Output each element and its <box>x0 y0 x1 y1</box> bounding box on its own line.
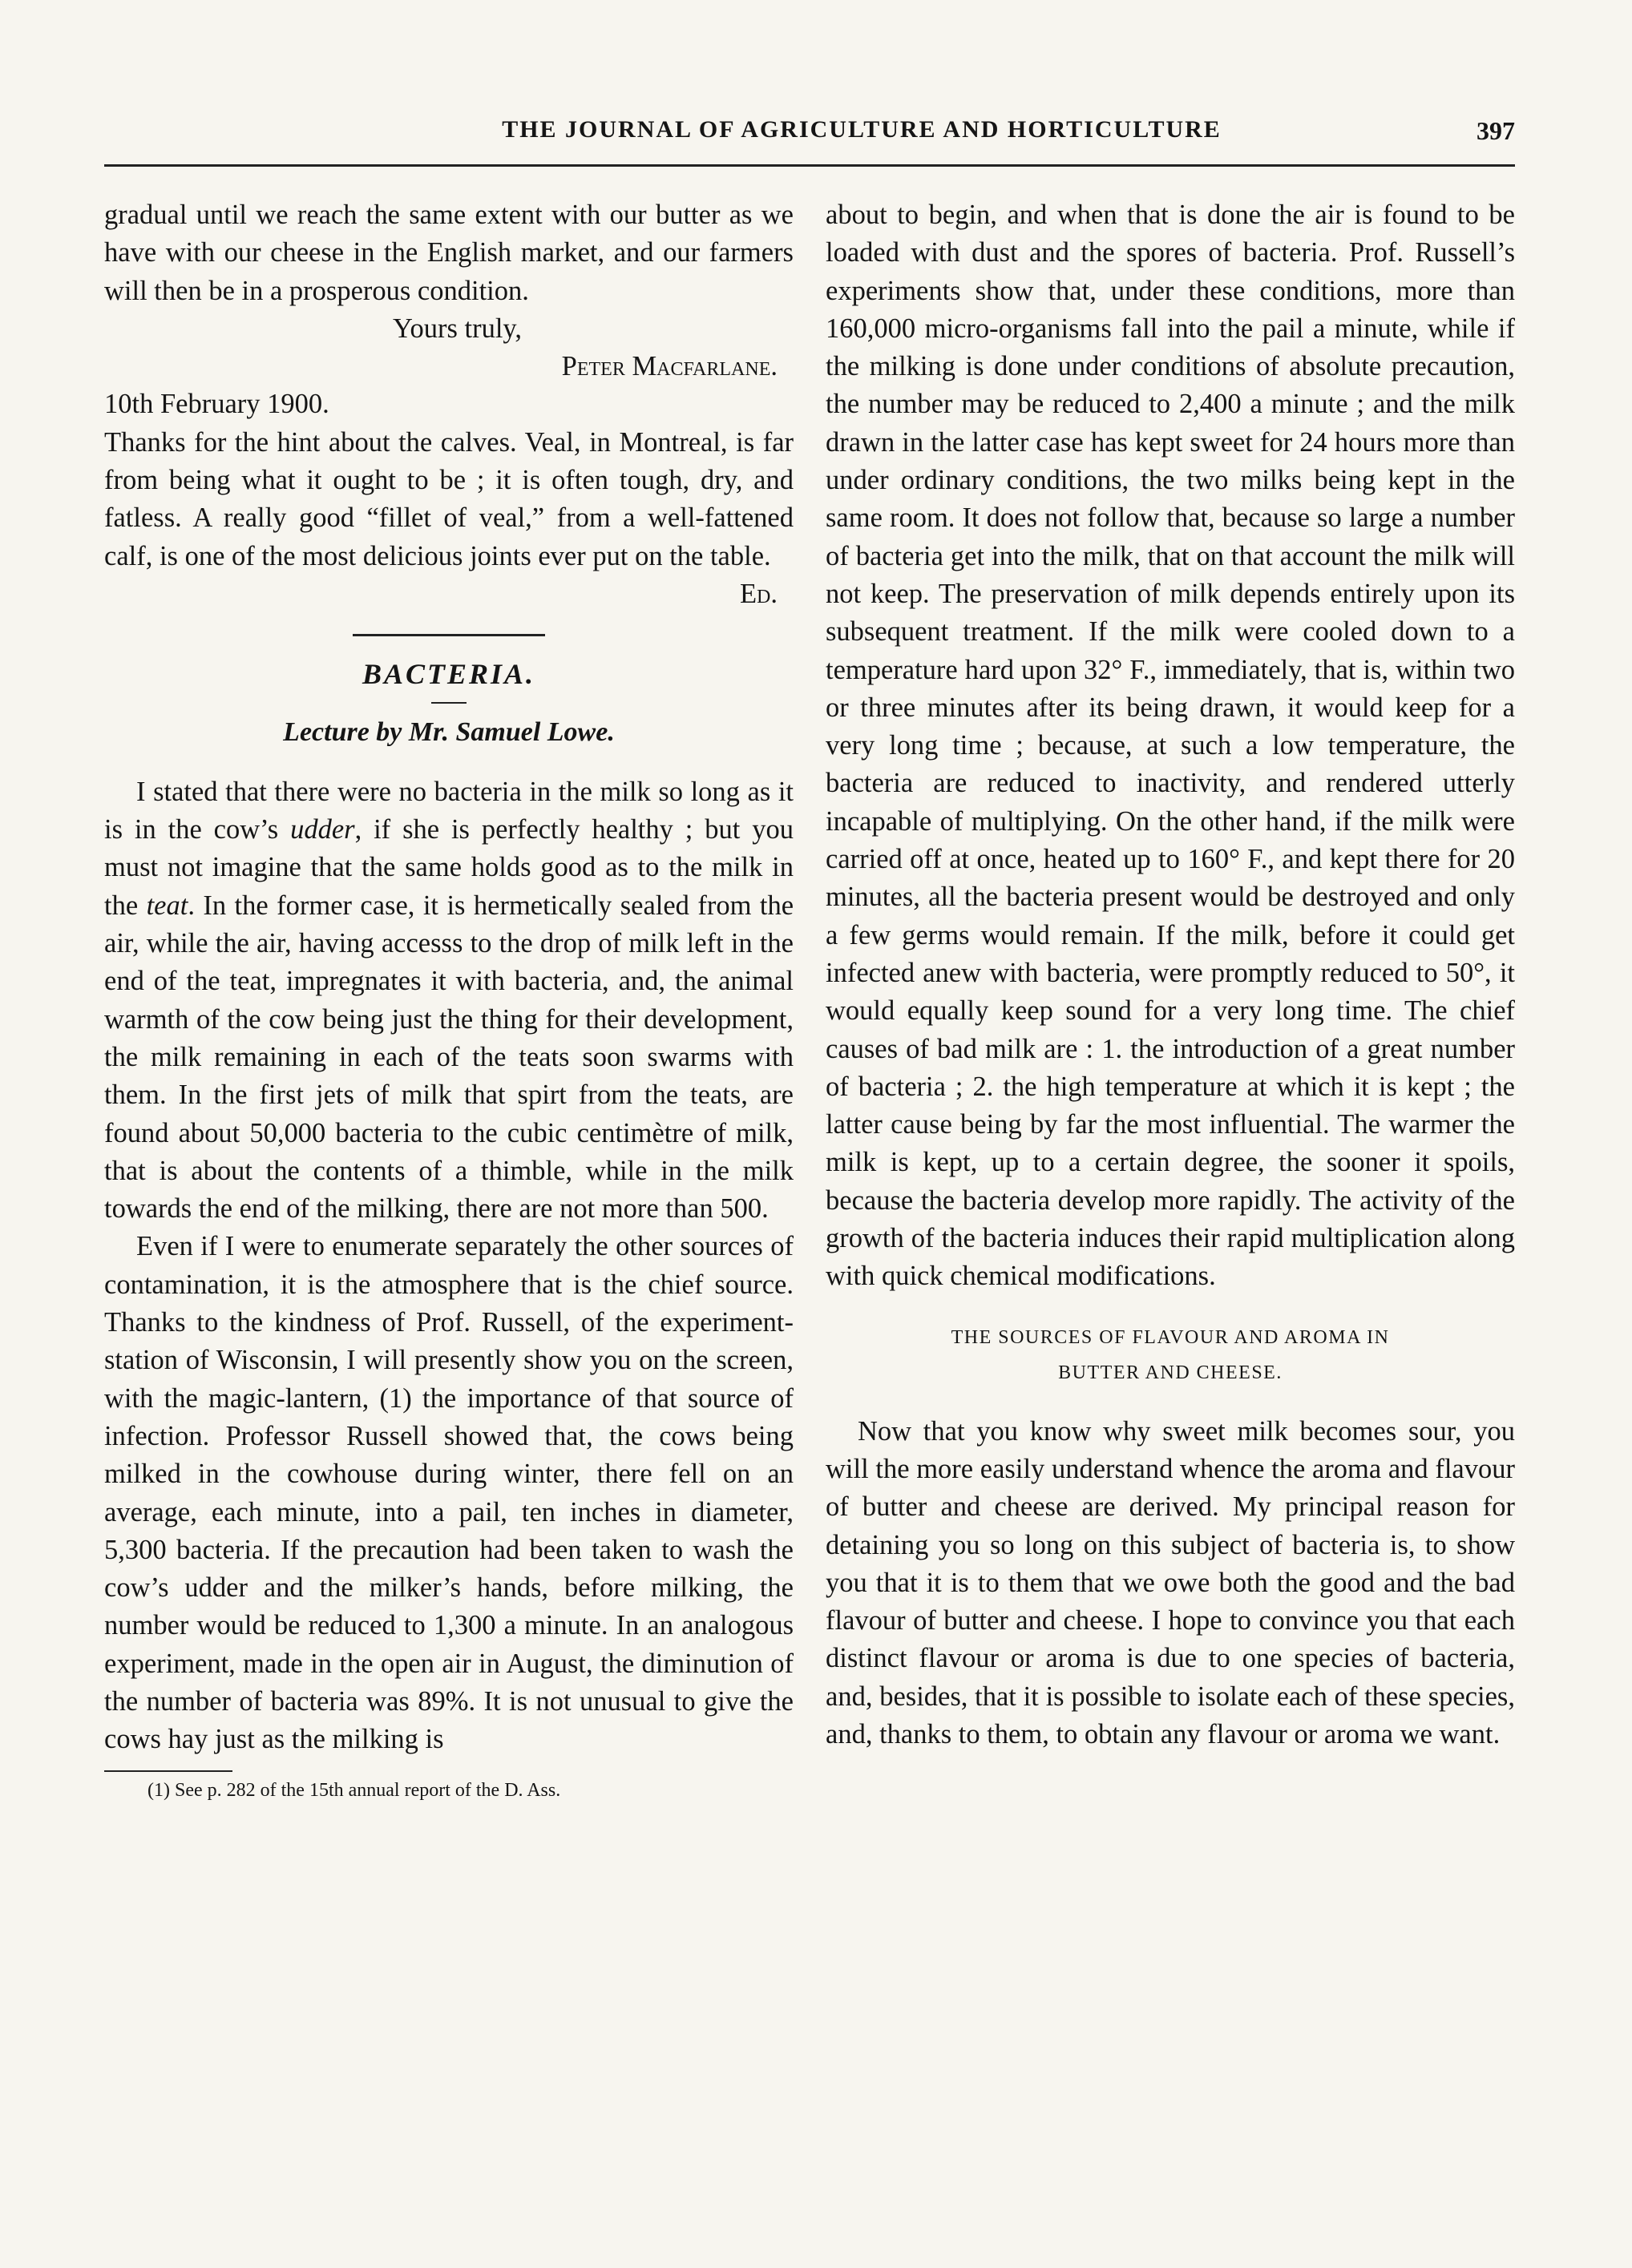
running-title: THE JOURNAL OF AGRICULTURE AND HORTICULTURE <box>502 116 1222 143</box>
title-rule <box>431 702 467 704</box>
subsection-heading-line: THE SOURCES OF FLAVOUR AND AROMA IN <box>951 1326 1390 1348</box>
editor-initials: Ed. <box>739 578 778 609</box>
editor-note: Thanks for the hint about the calves. Veal, in Montreal, is far from being what it ought to be ; it is often tough, dry, and fatless. A really good “fillet of veal,” from a well-fattened calf, is one of the most delicious joints ever put on the table. <box>104 426 794 571</box>
footnote-rule <box>104 1770 232 1772</box>
right-column <box>826 196 1515 1753</box>
page-header <box>104 116 1515 164</box>
left-column <box>104 196 794 1804</box>
letter-end-paragraph: gradual until we reach the same extent with our butter as we have with our cheese in the English market, and our farmers will then be in a prosperous condition. <box>104 200 794 306</box>
letter-closing: Yours truly, <box>393 313 523 344</box>
section-title: BACTERIA. <box>362 658 536 691</box>
body-paragraph: about to begin, and when that is done the air is found to be loaded with dust and the spores of bacteria. Prof. Russell’s experiments show that, under these conditions, more than 160,000 micro-organisms fall into the pail a minute, while if the milking is done under conditions of absolute precaution, the number may be reduced to 2,400 a minute ; and the milk drawn in the latter case has kept sweet for 24 hours more than under ordinary conditions, the two milks being kept in the same room. It does not follow that, because so large a number of bacteria get into the milk, that on that account the milk will not keep. The preservation of milk depends entirely upon its subsequent treatment. If the milk were cooled down to a temperature hard upon 32° F., immediately, that is, within two or three minutes after its being drawn, it would keep for a very long time ; because, at such a low temperature, the bacteria are reduced to inactivity, and rendered utterly incapable of multiplying. On the other hand, if the milk were carried off at once, heated up to 160° F., and kept there for 20 minutes, all the bacteria present would be destroyed and only a few germs would remain. If the milk, before it could get infected anew with bacteria, were promptly reduced to 50°, it would equally keep sound for a very long time. The chief causes of bad milk are : 1. the introduction of a great number of bacteria ; 2. the high temperature at which it is kept ; the latter cause being by far the most influential. The warmer the milk is kept, up to a certain degree, the sooner it spoils, because the bacteria develop more rapidly. The activity of the growth of the bacteria induces their rapid multiplication along with quick chemical modifications. <box>826 200 1515 1292</box>
letter-signature: Peter Macfarlane. <box>561 351 778 382</box>
body-paragraph: Even if I were to enumerate separately the other sources of contamination, it is the atmosphere that is the chief source. Thanks to the kindness of Prof. Russell, of the experiment-station of Wisconsin, I will presently show you on the screen, with the magic-lantern, (1) the importance of that source of infection. Professor Russell showed that, the cows being milked in the cowhouse during winter, there fell on an average, each minute, into a pail, ten inches in diameter, 5,300 bacteria. If the precaution had been taken to wash the cow’s udder and the milker’s hands, before milking, the number would be reduced to 1,300 a minute. In an analogous experiment, made in the open air in August, the diminution of the number of bacteria was 89%. It is not unusual to give the cows hay just as the milking is <box>104 1231 794 1755</box>
body-paragraph: I stated that there were no bacteria in the milk so long as it is in the cow’s udder, if she is perfectly healthy ; but you must not imagine that the same holds good as to the milk in the teat. In the former case, it is hermetically sealed from the air, while the air, having accesss to the drop of milk left in the end of the teat, impregnates it with bacteria, and, the animal warmth of the cow being just the thing for their development, the milk remaining in each of the teats soon swarms with them. In the first jets of milk that spirt from the teats, are found about 50,000 bacteria to the cubic centimètre of milk, that is about the contents of a thimble, while in the milk towards the end of the milking, there are not more than 500. <box>104 776 794 1225</box>
page-number: 397 <box>1476 116 1515 145</box>
body-paragraph: Now that you know why sweet milk becomes sour, you will the more easily understand whence the aroma and flavour of butter and cheese are derived. My principal reason for detaining you so long on this subject of bacteria is, to show you that it is to them that we owe both the good and the bad flavour of butter and cheese. I hope to convince you that each distinct flavour or aroma is due to one species of bacteria, and, besides, that it is possible to isolate each of these species, and, thanks to them, to obtain any flavour or aroma we want. <box>826 1415 1515 1749</box>
section-divider <box>353 634 545 636</box>
emphasis-udder: udder <box>290 814 355 845</box>
emphasis-teat: teat <box>146 890 188 921</box>
section-subtitle: Lecture by Mr. Samuel Lowe. <box>283 716 615 747</box>
letter-date: 10th February 1900. <box>104 389 329 420</box>
subsection-heading-line: BUTTER AND CHEESE. <box>1058 1362 1283 1383</box>
footnote: (1) See p. 282 of the 15th annual report of the D. Ass. <box>147 1779 561 1801</box>
header-rule <box>104 164 1515 167</box>
subsection-heading <box>826 1320 1515 1390</box>
